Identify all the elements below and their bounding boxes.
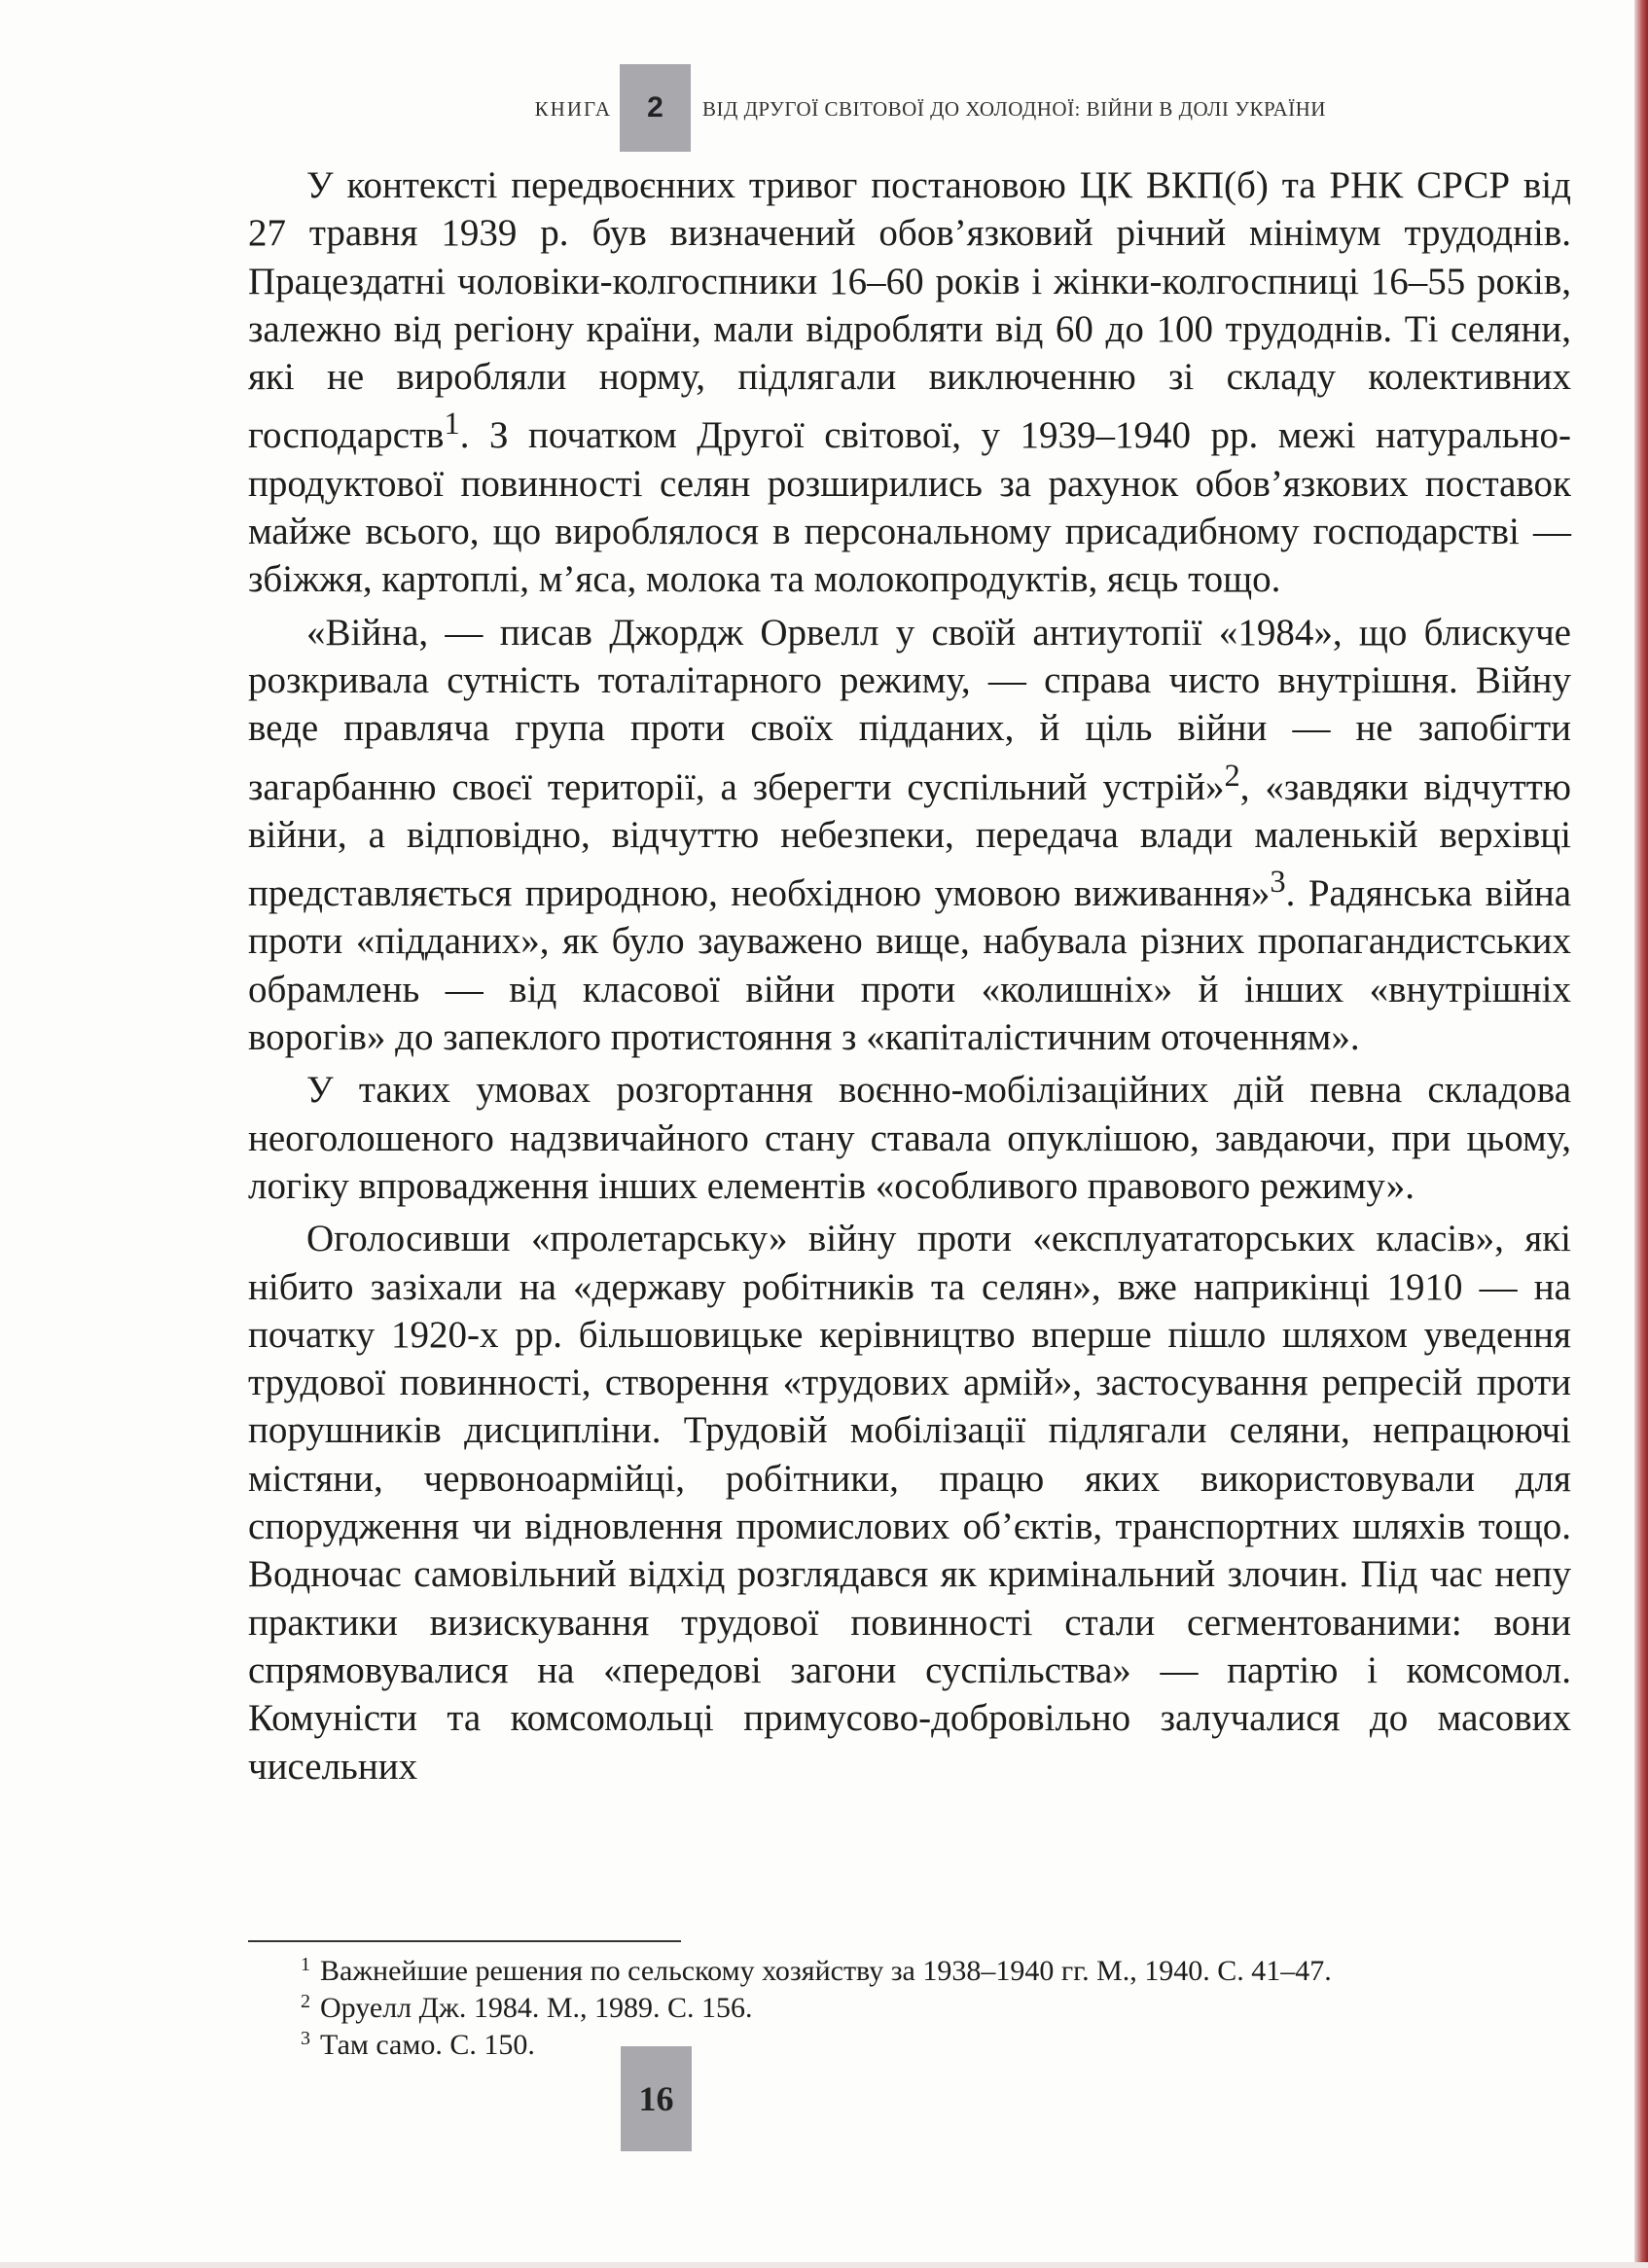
main-text bbox=[248, 161, 1571, 1795]
paragraph-3-text: У таких умовах розгортання воєнно-мобілізаційних дій певна складова неоголошеного надзвичайного стану ставала опуклішою, завдаючи, при цьому, логіку впровадження інших елементів «особливого правового режиму». bbox=[248, 1069, 1571, 1207]
paragraph-4-text: Оголосивши «пролетарську» війну проти «експлуататорських класів», які нібито зазіхали на «державу робітників та селян», вже наприкінці 1910 — на початку 1920-х рр. більшовицьке керівництво вперше пішло шляхом уведення трудової повинності, створення «трудових армій», застосування репресій проти порушників дисципліни. Трудовій мобілізації підлягали селяни, непрацюючі містяни, червоноармійці, робітники, працю яких використовували для спорудження чи відновлення промислових об’єктів, транспортних шляхів тощо. Водночас самовільний відхід розглядався як кримінальний злочин. Під час непу практики визискування трудової повинності стали сегментованими: вони спрямовувалися на «передові загони суспільства» — партію і комсомол. Комуністи та комсомольці примусово-добровільно залучалися до масових чисельних bbox=[248, 1218, 1571, 1788]
paragraph-4 bbox=[248, 1215, 1571, 1790]
page-edge bbox=[1634, 0, 1648, 2268]
footnote-ref-3[interactable]: 3 bbox=[1270, 865, 1286, 901]
footnote-text: Оруелл Дж. 1984. М., 1989. С. 156. bbox=[320, 1992, 753, 2024]
paragraph-2-text-b: , «завдяки відчуттю війни, а відповідно, відчуттю небезпеки, передача влади маленькій верхівці представляється природною, необхідною умовою виживання» bbox=[248, 765, 1571, 915]
paragraph-1 bbox=[248, 161, 1571, 604]
paragraph-3 bbox=[248, 1066, 1571, 1210]
footnote-divider bbox=[248, 1940, 681, 1942]
running-head-book-label: КНИГА bbox=[534, 97, 612, 121]
paragraph-2-text-a: «Війна, — писав Джордж Орвелл у своїй антиутопії «1984», що блискуче розкривала сутність тоталітарного режиму, — справа чисто внутрішня. Війну веде правляча група проти своїх підданих, й ціль війни — не запобігти загарбанню своєї території, а зберегти суспільний устрій» bbox=[248, 611, 1571, 808]
paragraph-2 bbox=[248, 609, 1571, 1062]
footnote-3 bbox=[248, 2027, 1571, 2064]
footnote-text: Там само. С. 150. bbox=[320, 2029, 535, 2061]
page-edge-bottom bbox=[0, 2262, 1648, 2268]
footnote-mark: 1 bbox=[301, 1954, 310, 1975]
footnote-ref-2[interactable]: 2 bbox=[1224, 758, 1240, 794]
book-number-badge: 2 bbox=[620, 64, 691, 152]
footnote-text: Важнейшие решения по сельскому хозяйству за 1938–1940 гг. М., 1940. С. 41–47. bbox=[320, 1955, 1332, 1987]
footnote-ref-1[interactable]: 1 bbox=[444, 407, 460, 443]
footnote-2 bbox=[248, 1990, 1571, 2027]
footnotes bbox=[248, 1953, 1571, 2064]
paragraph-1-text-b: . З початком Другої світової, у 1939–1940 рр. межі натурально-продуктової повинності селян розширились за рахунок обов’язкових поставок майже всього, що вироблялося в персональному присадибному господарстві — збіжжя, картоплі, м’яса, молока та молокопродуктів, яєць тощо. bbox=[248, 414, 1571, 601]
paragraph-2-text-c: . Радянська війна проти «підданих», як було зауважено вище, набувала різних пропагандистських обрамлень — від класової війни проти «колишніх» й інших «внутрішніх ворогів» до запеклого протистояння з «капіталістичним оточенням». bbox=[248, 872, 1571, 1059]
running-head bbox=[0, 64, 1648, 152]
page-number: 16 bbox=[621, 2046, 692, 2151]
paragraph-1-text-a: У контексті передвоєнних тривог постановою ЦК ВКП(б) та РНК СРСР від 27 травня 1939 р. був визначений обов’язковий річний мінімум трудоднів. Працездатні чоловіки-колгоспники 16–60 років і жінки-колгоспниці 16–55 років, залежно від регіону країни, мали відробляти від 60 до 100 трудоднів. Ті селяни, які не виробляли норму, підлягали виключенню зі складу колективних господарств bbox=[248, 164, 1571, 457]
footnote-mark: 3 bbox=[301, 2028, 310, 2049]
running-head-title: ВІД ДРУГОЇ СВІТОВОЇ ДО ХОЛОДНОЇ: ВІЙНИ В ДОЛІ УКРАЇНИ bbox=[702, 97, 1326, 121]
footnote-mark: 2 bbox=[301, 1991, 310, 2012]
footnote-1 bbox=[248, 1953, 1571, 1990]
